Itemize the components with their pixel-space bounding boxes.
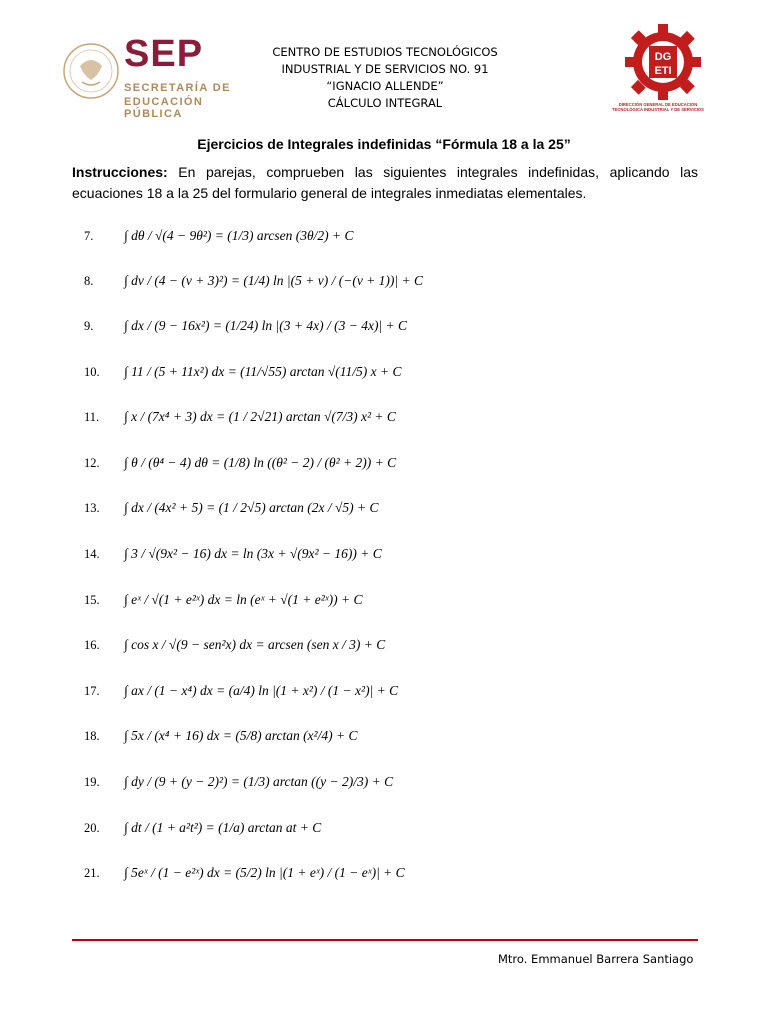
- exercise-formula: ∫ dy / (9 + (y − 2)²) = (1/3) arctan ((y − 2)/3) + C: [124, 774, 394, 789]
- svg-text:ETI: ETI: [654, 65, 672, 77]
- exercise-number: 7.: [84, 228, 94, 243]
- exercise-formula: ∫ ax / (1 − x⁴) dx = (a/4) ln |(1 + x²) / (1 − x²)| + C: [124, 683, 399, 698]
- dgeti-caption: DIRECCIÓN GENERAL DE EDUCACIÓN TECNOLÓGICA INDUSTRIAL Y DE SERVICIOS: [612, 102, 704, 112]
- school-line: INDUSTRIAL Y DE SERVICIOS NO. 91: [281, 62, 489, 76]
- exercise-formula: ∫ dt / (1 + a²t²) = (1/a) arctan at + C: [124, 820, 322, 835]
- exercise-item: [84, 671, 398, 711]
- exercise-formula: ∫ eˣ / √(1 + e²ˣ) dx = ln (eˣ + √(1 + e²ˣ)) + C: [124, 592, 363, 607]
- exercise-item: [84, 397, 396, 437]
- exercise-number: 11.: [84, 409, 100, 424]
- exercise-item: [84, 853, 405, 893]
- course-name: CÁLCULO INTEGRAL: [327, 96, 443, 110]
- exercise-item: [84, 762, 393, 802]
- instructions-paragraph: [72, 162, 698, 204]
- school-line: “IGNACIO ALLENDE”: [326, 79, 444, 93]
- exercise-formula: ∫ dx / (9 − 16x²) = (1/24) ln |(3 + 4x) / (3 − 4x)| + C: [124, 318, 408, 333]
- sep-subtitle-line1: SECRETARÍA DE: [124, 82, 231, 94]
- exercise-number: 13.: [84, 500, 100, 515]
- exercise-number: 21.: [84, 865, 100, 880]
- exercise-formula: ∫ dx / (4x² + 5) = (1 / 2√5) arctan (2x / √5) + C: [124, 500, 379, 515]
- school-header: [230, 44, 540, 112]
- exercise-item: [84, 625, 385, 665]
- footer-author: Mtro. Emmanuel Barrera Santiago: [498, 952, 694, 966]
- exercise-number: 10.: [84, 364, 100, 379]
- exercise-number: 16.: [84, 637, 100, 652]
- exercise-number: 18.: [84, 728, 100, 743]
- school-line: CENTRO DE ESTUDIOS TECNOLÓGICOS: [272, 45, 498, 59]
- mexico-seal-icon: [62, 36, 120, 106]
- exercise-formula: ∫ dθ / √(4 − 9θ²) = (1/3) arcsen (3θ/2) + C: [124, 228, 354, 243]
- exercise-item: [84, 443, 396, 483]
- exercise-number: 14.: [84, 546, 100, 561]
- sep-wordmark: SEP: [124, 33, 204, 75]
- exercise-item: [84, 352, 401, 392]
- document-title: Ejercicios de Integrales indefinidas “Fórmula 18 a la 25”: [197, 136, 571, 152]
- exercise-formula: ∫ θ / (θ⁴ − 4) dθ = (1/8) ln ((θ² − 2) / (θ² + 2)) + C: [124, 455, 397, 470]
- exercise-item: [84, 534, 382, 574]
- exercise-formula: ∫ dv / (4 − (v + 3)²) = (1/4) ln |(5 + v) / (−(v + 1))| + C: [124, 273, 423, 288]
- exercise-number: 20.: [84, 820, 100, 835]
- exercise-item: [84, 716, 357, 756]
- exercise-number: 19.: [84, 774, 100, 789]
- exercise-number: 15.: [84, 592, 100, 607]
- exercise-formula: ∫ cos x / √(9 − sen²x) dx = arcsen (sen x / 3) + C: [124, 637, 386, 652]
- exercise-number: 12.: [84, 455, 100, 470]
- sep-subtitle-line2: EDUCACIÓN PÚBLICA: [124, 96, 204, 120]
- instructions-label: Instrucciones:: [72, 164, 168, 180]
- instructions-text: En parejas, comprueben las siguientes integrales indefinidas, aplicando las ecuaciones 18 a la 25 del formulario general de integrales inmediatas elementales.: [72, 164, 699, 201]
- exercise-item: [84, 808, 321, 848]
- exercise-item: [84, 261, 423, 301]
- exercise-formula: ∫ 5x / (x⁴ + 16) dx = (5/8) arctan (x²/4) + C: [124, 728, 358, 743]
- footer-divider: [72, 939, 698, 941]
- exercise-formula: ∫ 5eˣ / (1 − e²ˣ) dx = (5/2) ln |(1 + eˣ) / (1 − eˣ)| + C: [124, 865, 405, 880]
- exercise-item: [84, 216, 353, 256]
- exercise-item: [84, 580, 362, 620]
- exercise-formula: ∫ x / (7x⁴ + 3) dx = (1 / 2√21) arctan √(7/3) x² + C: [124, 409, 396, 424]
- exercise-formula: ∫ 11 / (5 + 11x²) dx = (11/√55) arctan √(11/5) x + C: [124, 364, 402, 379]
- svg-text:DG: DG: [654, 51, 672, 63]
- exercise-number: 9.: [84, 318, 94, 333]
- exercise-formula: ∫ 3 / √(9x² − 16) dx = ln (3x + √(9x² − 16)) + C: [124, 546, 382, 561]
- exercise-number: 17.: [84, 683, 100, 698]
- sep-logo: [62, 32, 242, 120]
- exercise-item: [84, 306, 407, 346]
- exercise-number: 8.: [84, 273, 94, 288]
- exercise-item: [84, 488, 378, 528]
